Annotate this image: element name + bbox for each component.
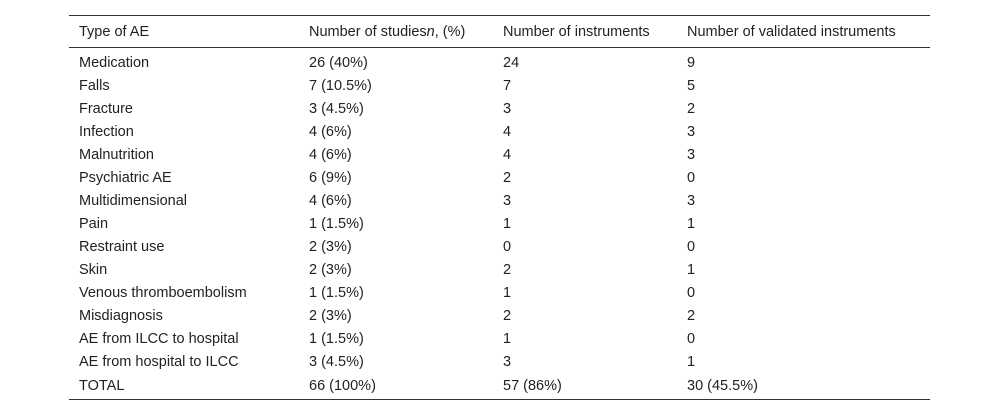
header-studies-prefix: Number of studies <box>309 23 427 40</box>
cell-validated: 3 <box>687 192 696 209</box>
cell-instruments: 3 <box>503 192 512 209</box>
cell-validated: 0 <box>687 330 696 347</box>
cell-studies: 1 (1.5%) <box>309 215 364 232</box>
cell-instruments: 1 <box>503 215 512 232</box>
table-row <box>69 120 930 143</box>
cell-studies: 6 (9%) <box>309 169 352 186</box>
cell-instruments: 4 <box>503 123 512 140</box>
cell-validated: 3 <box>687 146 696 163</box>
table-row <box>69 74 930 97</box>
cell-type: Multidimensional <box>79 192 187 209</box>
table-row <box>69 48 930 75</box>
cell-validated: 0 <box>687 284 696 301</box>
cell-validated: 0 <box>687 238 696 255</box>
cell-validated: 1 <box>687 261 696 278</box>
cell-type: Venous thromboembolism <box>79 284 247 301</box>
ae-table <box>69 15 930 400</box>
total-instruments: 57 (86%) <box>503 378 562 394</box>
table-total-row <box>69 373 930 400</box>
cell-type: Infection <box>79 123 134 140</box>
cell-type: Medication <box>79 54 150 71</box>
table-row <box>69 258 930 281</box>
table-row <box>69 189 930 212</box>
header-number-of-validated-instruments: Number of validated instruments <box>687 23 896 40</box>
cell-studies: 26 (40%) <box>309 54 368 71</box>
cell-studies: 2 (3%) <box>309 307 352 324</box>
cell-type: Falls <box>79 77 110 94</box>
total-type: TOTAL <box>79 378 125 394</box>
cell-instruments: 3 <box>503 100 512 117</box>
cell-type: Misdiagnosis <box>79 307 163 324</box>
cell-instruments: 7 <box>503 77 512 94</box>
table-row <box>69 281 930 304</box>
table-row <box>69 304 930 327</box>
cell-instruments: 1 <box>503 284 512 301</box>
table-body <box>69 48 930 400</box>
table-row <box>69 350 930 373</box>
cell-type: Restraint use <box>79 238 165 255</box>
table-header-row <box>69 16 930 48</box>
cell-studies: 3 (4.5%) <box>309 100 364 117</box>
cell-instruments: 2 <box>503 307 512 324</box>
total-studies: 66 (100%) <box>309 378 376 394</box>
cell-validated: 2 <box>687 100 696 117</box>
cell-instruments: 0 <box>503 238 512 255</box>
cell-type: AE from hospital to ILCC <box>79 353 239 370</box>
cell-studies: 4 (6%) <box>309 146 352 163</box>
cell-validated: 3 <box>687 123 696 140</box>
cell-instruments: 1 <box>503 330 512 347</box>
cell-instruments: 4 <box>503 146 512 163</box>
cell-studies: 1 (1.5%) <box>309 284 364 301</box>
cell-studies: 4 (6%) <box>309 123 352 140</box>
header-number-of-studies <box>299 16 493 48</box>
cell-validated: 0 <box>687 169 696 186</box>
cell-instruments: 3 <box>503 353 512 370</box>
cell-instruments: 24 <box>503 54 520 71</box>
cell-type: Psychiatric AE <box>79 169 172 186</box>
cell-type: Malnutrition <box>79 146 154 163</box>
cell-validated: 5 <box>687 77 696 94</box>
cell-studies: 2 (3%) <box>309 261 352 278</box>
header-type-of-ae: Type of AE <box>79 23 150 40</box>
cell-validated: 1 <box>687 215 696 232</box>
cell-studies: 7 (10.5%) <box>309 77 372 94</box>
table-row <box>69 143 930 166</box>
cell-studies: 1 (1.5%) <box>309 330 364 347</box>
header-studies-italic: n <box>426 23 435 40</box>
cell-validated: 1 <box>687 353 696 370</box>
table-row <box>69 235 930 258</box>
table-row <box>69 212 930 235</box>
header-number-of-instruments: Number of instruments <box>503 23 650 40</box>
cell-type: Skin <box>79 261 108 278</box>
cell-studies: 4 (6%) <box>309 192 352 209</box>
table-row <box>69 327 930 350</box>
ae-table-container <box>69 15 930 400</box>
total-validated: 30 (45.5%) <box>687 378 758 394</box>
cell-type: AE from ILCC to hospital <box>79 330 239 347</box>
cell-studies: 2 (3%) <box>309 238 352 255</box>
table-row <box>69 97 930 120</box>
cell-validated: 2 <box>687 307 696 324</box>
cell-studies: 3 (4.5%) <box>309 353 364 370</box>
header-studies-suffix: , (%) <box>434 23 466 40</box>
table-row <box>69 166 930 189</box>
cell-type: Pain <box>79 215 109 232</box>
cell-instruments: 2 <box>503 261 512 278</box>
cell-validated: 9 <box>687 54 696 71</box>
cell-instruments: 2 <box>503 169 512 186</box>
cell-type: Fracture <box>79 100 133 117</box>
